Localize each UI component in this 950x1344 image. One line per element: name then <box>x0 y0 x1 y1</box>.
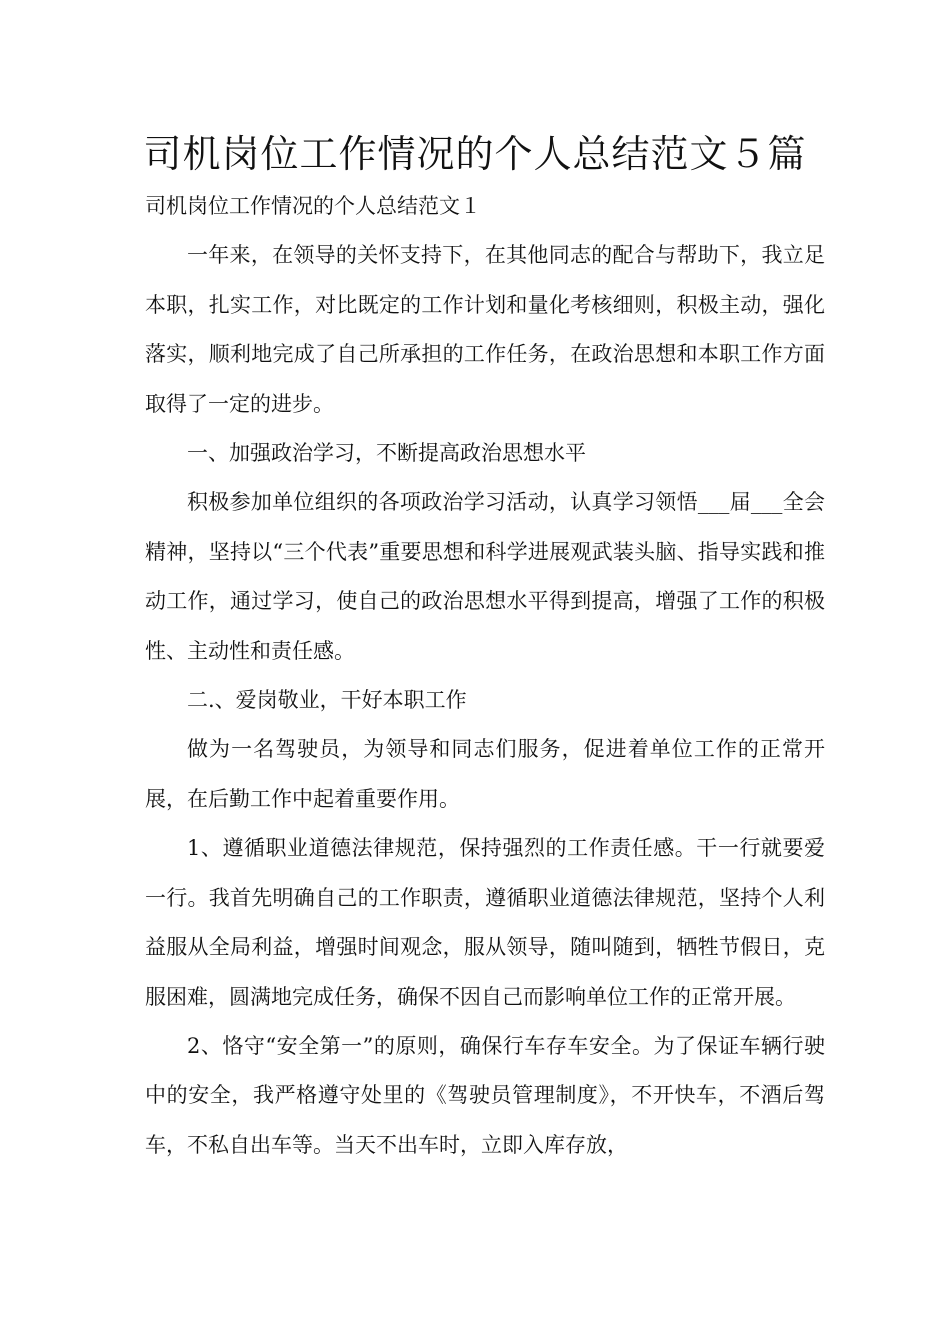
paragraph: 做为一名驾驶员，为领导和同志们服务，促进着单位工作的正常开展，在后勤工作中起着重要作用。 <box>145 737 825 811</box>
document-body <box>145 182 825 1170</box>
paragraph: 积极参加单位组织的各项政治学习活动，认真学习领悟___届___全会精神，坚持以“三个代表”重要思想和科学进展观武装头脑、指导实践和推动工作，通过学习，使自己的政治思想水平得到提高，增强了工作的积极性、主动性和责任感。 <box>145 490 825 663</box>
paragraph: 二.、爱岗敬业，干好本职工作 <box>187 688 467 713</box>
paragraph: 1、遵循职业道德法律规范，保持强烈的工作责任感。干一行就要爱一行。我首先明确自己的工作职责，遵循职业道德法律规范，坚持个人利益服从全局利益，增强时间观念，服从领导，随叫随到，牺牲节假日，克服困难，圆满地完成任务，确保不因自己而影响单位工作的正常开展。 <box>145 836 825 1009</box>
paragraph: 一、加强政治学习，不断提高政治思想水平 <box>187 441 586 466</box>
paragraph: 2、恪守“安全第一”的原则，确保行车存车安全。为了保证车辆行驶中的安全，我严格遵守处里的《驾驶员管理制度》，不开快车，不酒后驾车，不私自出车等。当天不出车时，立即入库存放， <box>145 1033 825 1157</box>
section-heading: 司机岗位工作情况的个人总结范文１ <box>145 194 481 218</box>
paragraph: 一年来，在领导的关怀支持下，在其他同志的配合与帮助下，我立足本职，扎实工作，对比既定的工作计划和量化考核细则，积极主动，强化落实，顺利地完成了自己所承担的工作任务，在政治思想和本职工作方面取得了一定的进步。 <box>145 243 825 416</box>
document-title: 司机岗位工作情况的个人总结范文５篇 <box>143 132 807 176</box>
